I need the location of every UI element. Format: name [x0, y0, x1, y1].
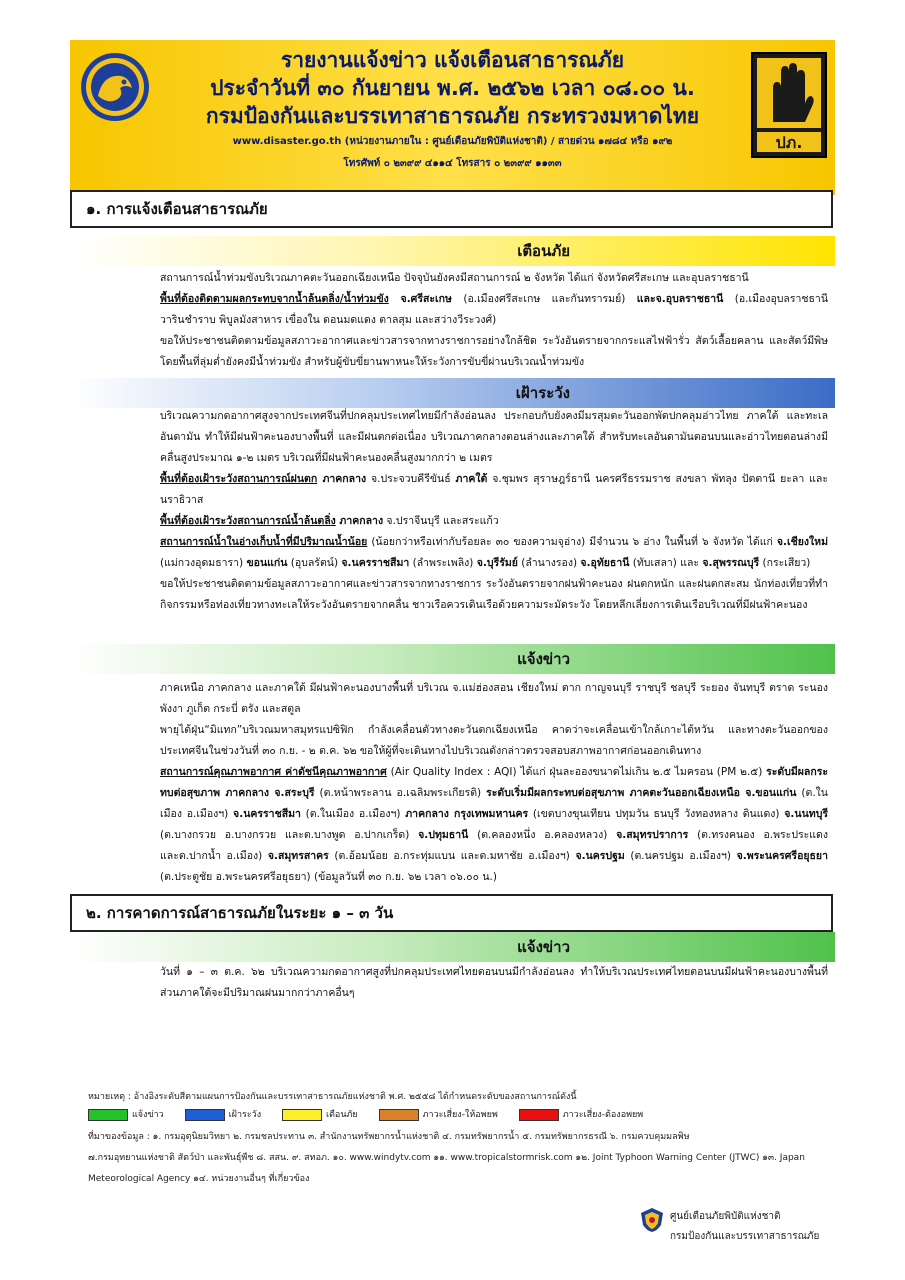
watch-p2: พื้นที่ต้องเฝ้าระวังสถานการณ์ฝนตก ภาคกลาง จ.ประจวบคีรีขันธ์ ภาคใต้ จ.ชุมพร สุราษฎร์ธานี นครศรีธรรมราช สงขลา พัทลุง ปัตตานี ยะลา และนราธิวาส — [160, 473, 829, 506]
footer-signature — [640, 1203, 880, 1253]
website-hotline: www.disaster.go.th (หน่วยงานภายใน : ศูนย์เตือนภัยพิบัติแห่งชาติ) / สายด่วน ๑๗๘๔ หรือ ๑๙๒ — [232, 136, 673, 147]
watch-paragraphs — [88, 406, 828, 616]
watch-p4: สถานการณ์น้ำในอ่างเก็บน้ำที่มีปริมาณน้ำน้อย (น้อยกว่าหรือเท่ากับร้อยละ ๓๐ ของความจุอ่าง) มีจำนวน ๖ อ่าง ในพื้นที่ ๖ จังหวัด ได้แก่ จ.เชียงใหม่ (แม่กวงอุดมธารา) ขอนแก่น (อุบลรัตน์) จ.นครราชสีมา (ลำพระเพลิง) จ.บุรีรัมย์ (ลำนางรอง) จ.อุทัยธานี (ทับเสลา) และ จ.สุพรรณบุรี (กระเสียว) — [160, 536, 828, 569]
section-1-title: ๑. การแจ้งเตือนสาธารณภัย — [70, 190, 833, 228]
remark-note: หมายเหตุ : อ้างอิงระดับสีตามแผนการป้องกันและบรรเทาสาธารณภัยแห่งชาติ พ.ศ. ๒๕๕๘ ได้กำหนดระดับของสถานการณ์ดังนี้ — [88, 1092, 577, 1102]
band-watch: เฝ้าระวัง — [70, 378, 835, 408]
news-p2: พายุไต้ฝุ่น“มิแทก”บริเวณมหาสมุทรแปซิฟิก กำลังเคลื่อนตัวทางตะวันตกเฉียงเหนือ คาดว่าจะเคลื่อนเข้าใกล้เกาะไต้หวัน และทางตะวันออกของประเทศจีนในช่วงวันที่ ๓๐ ก.ย. - ๒ ต.ค. ๖๒ ขอให้ผู้ที่จะเดินทางไปบริเวณดังกล่าวตรวจสอบสภาพอากาศก่อนออกเดินทาง — [160, 724, 828, 757]
warning-p2: พื้นที่ต้องติดตามผลกระทบจากน้ำล้นตลิ่ง/น้ำท่วมขัง จ.ศรีสะเกษ (อ.เมืองศรีสะเกษ และกันทรารมย์) และจ.อุบลราชธานี (อ.เมืองอุบลราชธานี วารินชำราบ พิบูลมังสาหาร เขื่องใน ดอนมดแดง ตาลสุม และสว่างวีระวงศ์) — [160, 293, 828, 326]
legend-watch: เฝ้าระวัง — [185, 1110, 262, 1120]
footer-line-1: ศูนย์เตือนภัยพิบัติแห่งชาติ — [670, 1211, 781, 1222]
forecast-p1: วันที่ ๑ – ๓ ต.ค. ๖๒ บริเวณความกดอากาศสูงที่ปกคลุมประเทศไทยตอนบนมีกำลังอ่อนลง ทำให้บริเวณประเทศไทยตอนบนมีฝนฟ้าคะนองบางพื้นที่ ส่วนภาคใต้จะมีปริมาณฝนมากกว่าภาคอื่นๆ — [160, 966, 828, 999]
phone-fax: โทรศัพท์ ๐ ๒๓๙๙ ๔๑๑๔ โทรสาร ๐ ๒๓๙๙ ๑๑๓๓ — [343, 158, 562, 169]
forecast-paragraph — [88, 962, 828, 1004]
legend-risk-evacuate: ภาวะเสี่ยง-ให้อพยพ — [379, 1110, 498, 1120]
warning-paragraphs — [88, 268, 828, 373]
news-paragraphs — [88, 678, 828, 888]
ddpm-hand-logo — [751, 52, 827, 158]
ddpm-logo-text: ปภ. — [775, 133, 803, 152]
department-seal-logo — [80, 52, 150, 122]
band-warning: เตือนภัย — [70, 236, 835, 266]
warning-p1: สถานการณ์น้ำท่วมขังบริเวณภาคตะวันออกเฉียงเหนือ ปัจจุบันยังคงมีสถานการณ์ ๒ จังหวัด ได้แก่ จังหวัดศรีสะเกษ และอุบลราชธานี — [160, 272, 749, 284]
report-date: ประจำวันที่ ๓๐ กันยายน พ.ศ. ๒๕๖๒ เวลา ๐๘.๐๐ น. — [210, 76, 695, 100]
news-p3: สถานการณ์คุณภาพอากาศ ค่าดัชนีคุณภาพอากาศ (Air Quality Index : AQI) ได้แก่ ฝุ่นละอองขนาดไม่เกิน ๒.๕ ไมครอน (PM ๒.๕) ระดับมีผลกระทบต่อสุขภาพ ภาคกลาง จ.สระบุรี (ต.หน้าพระลาน อ.เฉลิมพระเกียรติ) ระดับเริ่มมีผลกระทบต่อสุขภาพ ภาคตะวันออกเฉียงเหนือ จ.ขอนแก่น (ต.ในเมือง อ.เมืองฯ) จ.นครราชสีมา (ต.ในเมือง อ.เมืองฯ) ภาคกลาง กรุงเทพมหานคร (เขตบางขุนเทียน ปทุมวัน ธนบุรี วังทองหลาง ดินแดง) จ.นนทบุรี (ต.บางกรวย อ.บางกรวย และต.บางพูด อ.ปากเกร็ด) จ.ปทุมธานี (ต.คลองหนึ่ง อ.คลองหลวง) จ.สมุทรปราการ (ต.ทรงคนอง อ.พระประแดง และต.ปากน้ำ อ.เมือง) จ.สมุทรสาคร (ต.อ้อมน้อย อ.กระทุ่มแบน และต.มหาชัย อ.เมืองฯ) จ.นครปฐม (ต.นครปฐม อ.เมืองฯ) จ.พระนครศรีอยุธยา (ต.ประตูชัย อ.พระนครศรีอยุธยา) (ข้อมูลวันที่ ๓๐ ก.ย. ๖๒ เวลา ๐๖.๐๐ น.) — [160, 766, 829, 883]
watch-p3: พื้นที่ต้องเฝ้าระวังสถานการณ์น้ำล้นตลิ่ง ภาคกลาง จ.ปราจีนบุรี และสระแก้ว — [160, 515, 499, 527]
section-2-title: ๒. การคาดการณ์สาธารณภัยในระยะ ๑ – ๓ วัน — [70, 894, 833, 932]
sources-line-1: ที่มาของข้อมูล : ๑. กรมอุตุนิยมวิทยา ๒. กรมชลประทาน ๓. สำนักงานทรัพยากรน้ำแห่งชาติ ๔. กรมทรัพยากรน้ำ ๕. กรมทรัพยากรธรณี ๖. กรมควบคุมมลพิษ — [88, 1132, 690, 1142]
report-title: รายงานแจ้งข่าว แจ้งเตือนสาธารณภัย — [280, 48, 625, 72]
department-name: กรมป้องกันและบรรเทาสาธารณภัย กระทรวงมหาดไทย — [205, 104, 700, 128]
legend-risk-must-evacuate: ภาวะเสี่ยง-ต้องอพยพ — [519, 1110, 644, 1120]
report-header — [70, 40, 835, 195]
legend-warning: เตือนภัย — [282, 1110, 358, 1120]
band-news: แจ้งข่าว — [70, 644, 835, 674]
warning-p3: ขอให้ประชาชนติดตามข้อมูลสภาวะอากาศและข่าวสารจากทางราชการอย่างใกล้ชิด ระวังอันตรายจากกระแสไฟฟ้ารั่ว สัตว์เลื้อยคลาน และสัตว์มีพิษ โดยพื้นที่ลุ่มต่ำยังคงมีน้ำท่วมขัง สำหรับผู้ขับขี่ยานพาหนะให้ระวังการขับขี่ผ่านบริเวณน้ำท่วมขัง — [160, 335, 828, 368]
sources-line-2: ๗.กรมอุทยานแห่งชาติ สัตว์ป่า และพันธุ์พืช ๘. สสน. ๙. สทอภ. ๑๐. www.windytv.com ๑๑. www.tropicalstormrisk.com ๑๒. Joint Typhoon Warning Center (JTWC) ๑๓. Japan Meteorological Agency ๑๔. หน่วยงานอื่นๆ ที่เกี่ยวข้อง — [88, 1153, 805, 1184]
data-sources — [88, 1127, 828, 1190]
color-legend — [88, 1107, 661, 1123]
band-forecast-news: แจ้งข่าว — [70, 932, 835, 962]
watch-p5: ขอให้ประชาชนติดตามข้อมูลสภาวะอากาศและข่าวสารจากทางราชการ ระวังอันตรายจากฝนฟ้าคะนอง ฝนตกหนัก และฝนตกสะสม นักท่องเที่ยวที่ทำกิจกรรมหรือท่องเที่ยวทางทะเลให้ระวังอันตรายจากคลื่น ชาวเรือควรเดินเรือด้วยความระมัดระวัง โดยหลีกเลี่ยงการเดินเรือบริเวณที่มีฝนฟ้าคะนอง — [160, 578, 828, 611]
footer-line-2: กรมป้องกันและบรรเทาสาธารณภัย — [670, 1231, 820, 1242]
watch-p1: บริเวณความกดอากาศสูงจากประเทศจีนที่ปกคลุมประเทศไทยมีกำลังอ่อนลง ประกอบกับยังคงมีมรสุมตะวันออกพัดปกคลุมอ่าวไทย ภาคใต้ และทะเลอันดามัน ทำให้มีฝนฟ้าคะนองบางพื้นที่ และมีฝนตกต่อเนื่อง บริเวณภาคกลางตอนล่างและภาคใต้ สำหรับทะเลอันดามันตอนบนและอ่าวไทยตอนล่างมีคลื่นสูงประมาณ ๑-๒ เมตร บริเวณที่มีฝนฟ้าคะนองคลื่นสูงมากกว่า ๒ เมตร — [160, 410, 828, 464]
ndwc-emblem-icon — [640, 1207, 664, 1233]
legend-news: แจ้งข่าว — [88, 1110, 164, 1120]
news-p1: ภาคเหนือ ภาคกลาง และภาคใต้ มีฝนฟ้าคะนองบางพื้นที่ บริเวณ จ.แม่ฮ่องสอน เชียงใหม่ ตาก กาญจนบุรี ราชบุรี ชลบุรี ระยอง จันทบุรี ตราด ระนอง พังงา ภูเก็ต กระบี่ ตรัง และสตูล — [160, 682, 828, 715]
